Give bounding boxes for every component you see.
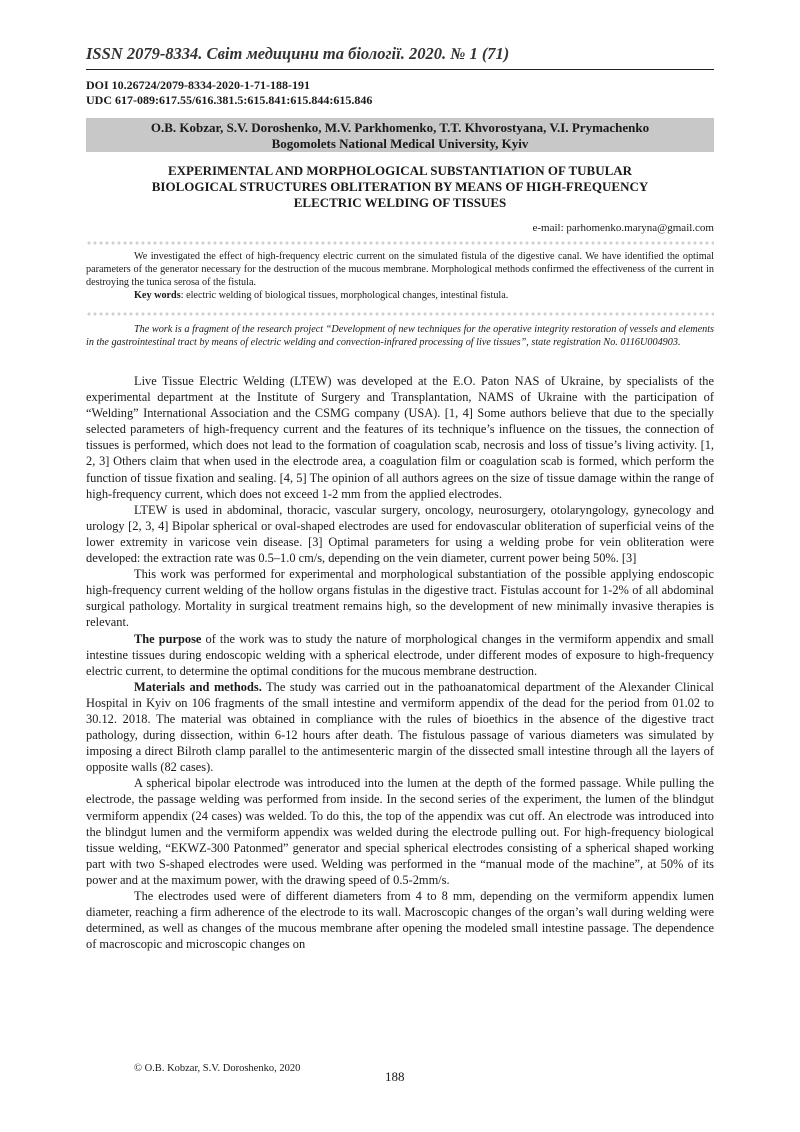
title-line-2: BIOLOGICAL STRUCTURES OBLITERATION BY MEANS OF HIGH-FREQUENCY [151,179,649,194]
paragraph-methods [86,679,714,776]
author-names: O.B. Kobzar, S.V. Doroshenko, M.V. Parkhomenko, T.T. Khvorostyana, V.I. Prymachenko [150,120,650,135]
article-body [86,373,714,952]
article-title [86,163,714,211]
page-number: 188 [385,1069,405,1084]
fragment-note: The work is a fragment of the research project “Development of new techniques for the operative integrity restoration of vessels and elements in the gastrointestinal tract by means of electric welding and convection-infrared processing of live tissues”, state registration No. 0116U004903. [86,324,714,349]
email-link[interactable]: e-mail: parhomenko.maryna@gmail.com [532,222,714,234]
paragraph-2: LTEW is used in abdominal, thoracic, vascular surgery, oncology, neurosurgery, otolaryngology, gynecology and urology [2, 3, 4] Bipolar spherical or oval-shaped electrodes are used for endovascular obliteration of superficial veins of the lower extremity in varicose vein disease. [3] Optimal parameters for using a welding probe for vein obliteration were developed: the extraction rate was 0.5–1.0 cm/s, depending on the vein diameter, current power being 50%. [3] [86,502,714,566]
paragraph-6: A spherical bipolar electrode was introduced into the lumen at the depth of the formed passage. While pulling the electrode, the passage welding was performed from inside. In the second series of the experiment, the lumen of the blindgut vermiform appendix (24 cases) was welded. To do this, the top of the appendix was cut off. An electrode was introduced into the blindgut lumen and the vermiform appendix was welded during the electrode pulling out. For high-frequency biological tissue welding, “EKWZ-300 Patonmed” generator and special spherical electrodes consisting of a spherical shaped working part with two S-shaped electrodes were used. Welding was performed in the “manual mode of the machine”, at 50% of its power and at the maximum power, with the drawing speed of 0.5-2mm/s. [86,776,714,887]
abstract-text: We investigated the effect of high-frequency electric current on the simulated fistula of the digestive canal. We have identified the optimal parameters of the generator necessary for the destruction of the mucous membrane. Morphological methods confirmed the effectiveness of the current in destroying the tunica serosa of the fistula. [86,251,714,288]
affiliation: Bogomolets National Medical University, Kyiv [271,136,529,151]
authors-box [86,118,714,152]
paragraph-purpose [86,631,714,679]
keywords-list: : electric welding of biological tissues, morphological changes, intestinal fistula. [180,290,509,301]
purpose-text: of the work was to study the nature of morphological changes in the vermiform appendix and small intestine tissues during endoscopic welding with a spherical electrode, under different modes of exposure to high-frequency electric current, to determine the optimal conditions for the mucous membrane destruction. [86,631,715,678]
copyright: © O.B. Kobzar, S.V. Doroshenko, 2020 [134,1063,301,1074]
title-line-1: EXPERIMENTAL AND MORPHOLOGICAL SUBSTANTIATION OF TUBULAR [167,163,633,178]
paragraph-7: The electrodes used were of different diameters from 4 to 8 mm, depending on the vermiform appendix lumen diameter, reaching a firm adherence of the electrode to its wall. Macroscopic changes of the organ’s wall during welding were determined, as well as changes of the mucous membrane after opening the modeled small intestine passage. The dependence of macroscopic and microscopic changes on [86,889,714,952]
title-line-3: ELECTRIC WELDING OF TISSUES [293,195,507,210]
identifiers [86,78,372,108]
methods-label: Materials and methods. [134,679,262,694]
separator-bottom [86,311,714,317]
abstract [86,250,714,302]
paragraph-3: This work was performed for experimental and morphological substantiation of the possible applying endoscopic high-frequency current welding of the hollow organs fistulas in the digestive tract. Fistulas account for 1-2% of all abdominal surgical pathology. Mortality in surgical treatment remains high, so the development of new minimally invasive therapies is relevant. [86,567,714,630]
paragraph-1: Live Tissue Electric Welding (LTEW) was developed at the E.O. Paton NAS of Ukraine, by specialists of the experimental department at the Institute of Surgery and Transplantation, NAMS of Ukraine with the participation of “Welding” International Association and the CSMG company (USA). [1, 4] Some authors believe that due to the specially selected parameters of high-frequency current and the features of its technique’s influence on the tissues, the connection of tissues is performed, which does not lead to the formation of coagulation scab, necrosis and loss of tissue’s living activity. [1, 2, 3] Others claim that when used in the electrode area, a coagulation film or coagulation scab is formed, which perform the function of tissue fixation and sealing. [4, 5] The opinion of all authors agrees on the size of tissue damage within the range of high-frequency current, which does not exceed 1-2 mm from the applied electrodes. [86,374,714,501]
methods-text: The study was carried out in the pathoanatomical department of the Alexander Clinical Hospital in Kyiv on 106 fragments of the small intestine and vermiform appendix of the dead for the period from 01.02 to 30.12. 2018. The material was obtained in compliance with the rules of bioethics in the absence of the digestive tract pathology, during dissection, within 6-12 hours after death. The fistulous passage of various diameters was simulated by imposing a direct Bilroth clamp parallel to the antimesenteric margin of the dissected small intestine through all the layers of opposite walls (82 cases). [86,679,714,775]
journal-header: ISSN 2079-8334. Світ медицини та біології. 2020. № 1 (71) [86,44,510,63]
doi: DOI 10.26724/2079-8334-2020-1-71-188-191 [86,78,310,92]
purpose-label: The purpose [134,631,202,646]
header-rule [86,69,714,70]
keywords [86,289,714,302]
udc: UDC 617-089:617.55/616.381.5:615.841:615.844:615.846 [86,93,373,107]
keywords-label: Key words [134,290,181,301]
separator-top [86,240,714,246]
